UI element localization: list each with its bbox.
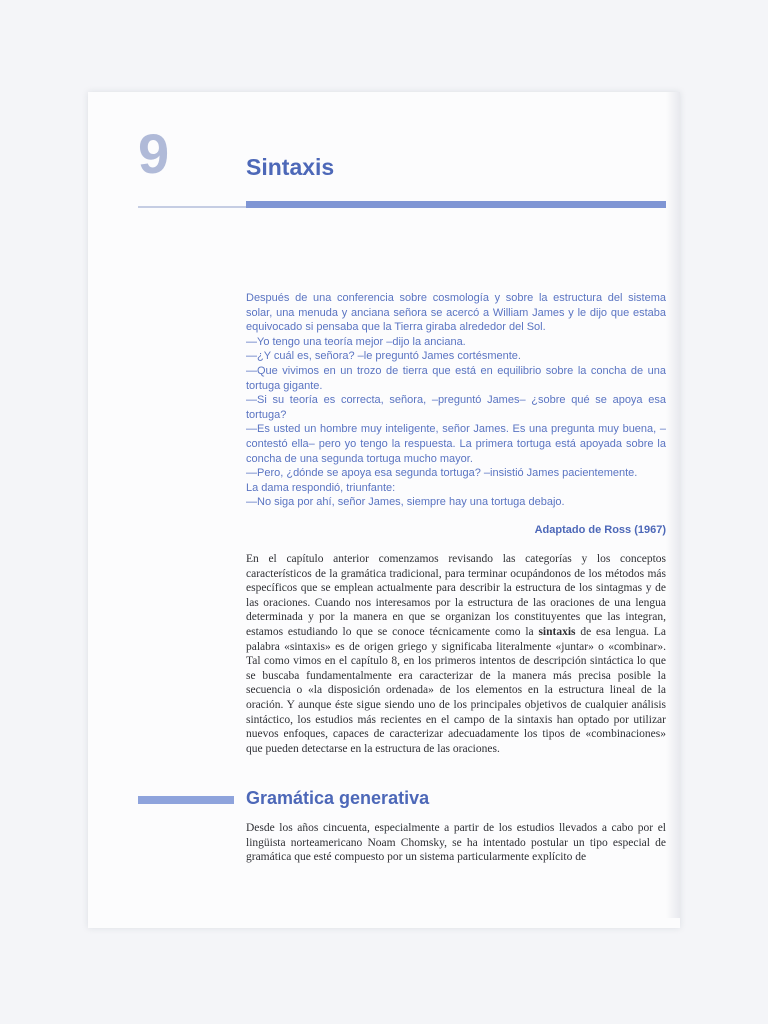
epigraph-line: —Yo tengo una teoría mejor –dijo la anciana. bbox=[246, 335, 466, 348]
epigraph bbox=[246, 291, 666, 510]
chapter-title: Sintaxis bbox=[246, 154, 335, 180]
epigraph-line: —Es usted un hombre muy inteligente, señor James. Es una pregunta muy buena, –contestó ella– pero yo tengo la respuesta. La primera tortuga está apoyada sobre la concha de una segunda tortuga mucho mayor. bbox=[246, 423, 666, 465]
chapter-rule-thick bbox=[246, 201, 666, 208]
epigraph-line: La dama respondió, triunfante: bbox=[246, 481, 396, 494]
page-edge-shadow bbox=[666, 92, 680, 918]
body-text-part: En el capítulo anterior comenzamos revisando las categorías y los conceptos característicos de la gramática tradicional, para terminar ocupándonos de los métodos más específicos que se emplean actualmente para describir la estructura de los sintagmas y de las oraciones. Cuando nos interesamos por la estructura de las oraciones de una lengua determinada y por la manera en que se organizan los constituyentes que las integran, estamos estudiando lo que se conoce técnicamente como la bbox=[246, 553, 666, 638]
epigraph-attribution: Adaptado de Ross (1967) bbox=[534, 524, 666, 536]
epigraph-line: —Si su teoría es correcta, señora, –preguntó James– ¿sobre qué se apoya esa tortuga? bbox=[246, 394, 666, 421]
section-paragraph bbox=[246, 821, 666, 865]
chapter-rule-thin bbox=[138, 206, 248, 208]
body-paragraph bbox=[246, 552, 666, 756]
epigraph-line: Después de una conferencia sobre cosmología y sobre la estructura del sistema solar, una menuda y anciana señora se acercó a William James y le dijo que estaba equivocado si pensaba que la Tierra giraba alrededor del Sol. bbox=[246, 292, 666, 334]
body-paragraph-text bbox=[246, 552, 666, 756]
section-paragraph-text: Desde los años cincuenta, especialmente a partir de los estudios llevados a cabo por el lingüista norteamericano Noam Chomsky, se ha intentado postular un tipo especial de gramática que esté compuesto por un sistema particularmente explícito de bbox=[246, 822, 666, 864]
epigraph-line: —No siga por ahí, señor James, siempre hay una tortuga debajo. bbox=[246, 496, 565, 509]
section-bar bbox=[138, 796, 234, 804]
bold-term: sintaxis bbox=[538, 625, 576, 638]
epigraph-line: —Pero, ¿dónde se apoya esa segunda tortuga? –insistió James pacientemente. bbox=[246, 467, 638, 480]
epigraph-line: —¿Y cuál es, señora? –le preguntó James cortésmente. bbox=[246, 350, 521, 363]
body-text-part: de esa lengua. La palabra «sintaxis» es de origen griego y significaba literalmente «juntar» o «combinar». Tal como vimos en el capítulo 8, en los primeros intentos de descripción sintáctica lo que se buscaba fundamentalmente era caracterizar de la manera más precisa posible la secuencia o «la disposición ordenada» de los elementos en la estructura lineal de la oración. Y aunque éste sigue siendo uno de los principales objetivos de cualquier análisis sintáctico, los estudios más recientes en el campo de la sintaxis han optado por utilizar nuevos enfoques, capaces de caracterizar adecuadamente los tipos de «combinaciones» que pueden detectarse en la estructura de las oraciones. bbox=[246, 625, 666, 755]
chapter-number: 9 bbox=[138, 122, 169, 185]
epigraph-line: —Que vivimos en un trozo de tierra que está en equilibrio sobre la concha de una tortuga gigante. bbox=[246, 364, 666, 392]
section-title: Gramática generativa bbox=[246, 788, 430, 808]
